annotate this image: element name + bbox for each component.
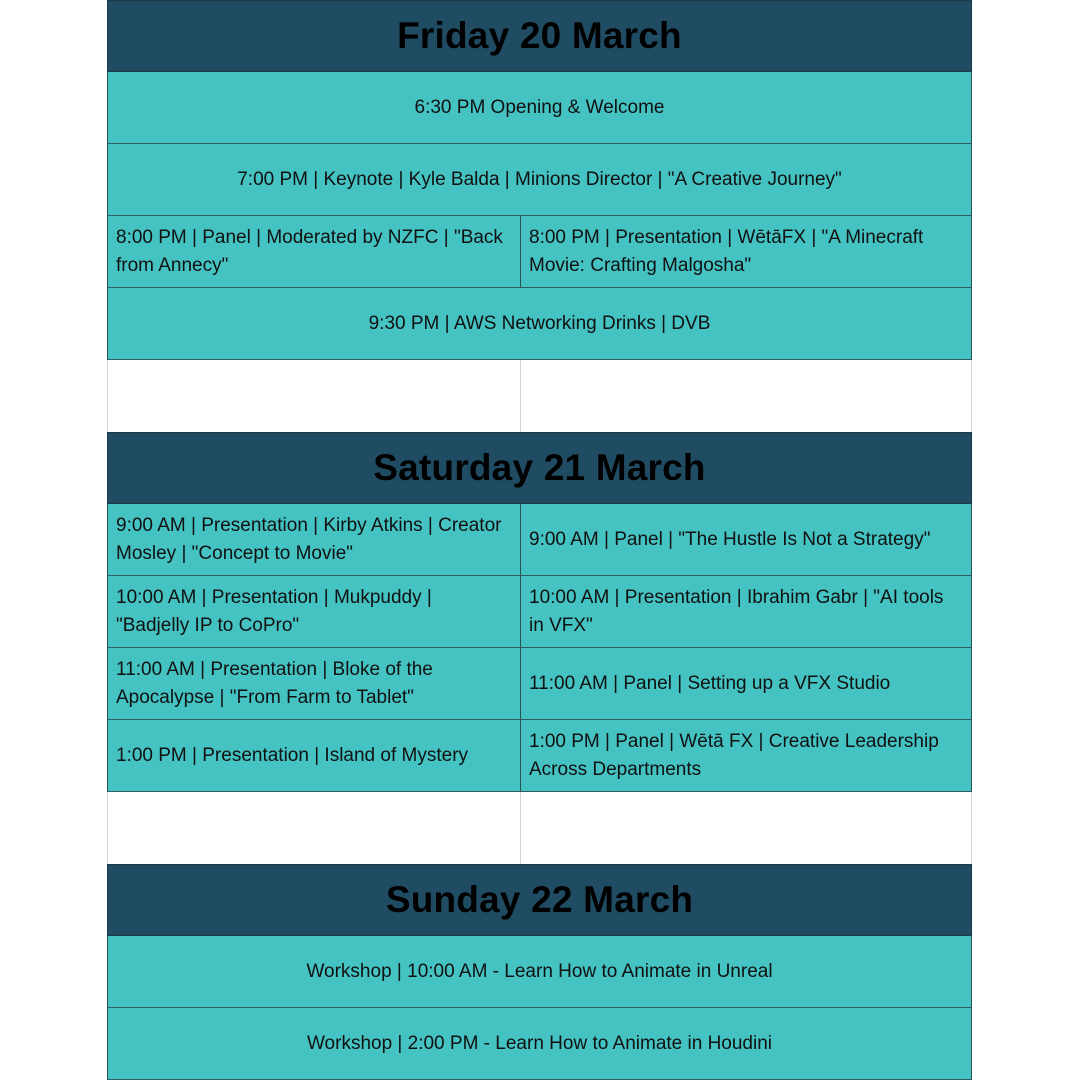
session-text: 8:00 PM | Panel | Moderated by NZFC | "Back from Annecy" [116,226,503,276]
session-cell [107,504,521,576]
session-text: Workshop | 2:00 PM - Learn How to Animate in Houdini [306,1032,773,1054]
session-row [107,144,972,216]
session-text: 1:00 PM | Presentation | Island of Mystery [116,744,469,766]
session-row-split [107,720,972,792]
session-cell [107,648,521,720]
session-text: 1:00 PM | Panel | Wētā FX | Creative Leadership Across Departments [529,730,939,780]
day-title: Friday 20 March [397,15,682,56]
session-cell [107,576,521,648]
session-text: Workshop | 10:00 AM - Learn How to Animate in Unreal [306,960,773,982]
session-cell [521,504,972,576]
session-row [107,936,972,1008]
session-cell [107,720,521,792]
day-title: Sunday 22 March [385,879,694,920]
session-cell [521,216,972,288]
session-cell [107,216,521,288]
empty-cell [521,792,972,864]
session-row-split [107,576,972,648]
schedule-table [107,0,972,1080]
day-title: Saturday 21 March [373,447,706,488]
session-cell [521,720,972,792]
session-cell [521,576,972,648]
session-text: 9:00 AM | Presentation | Kirby Atkins | Creator Mosley | "Concept to Movie" [116,514,502,564]
empty-cell [107,360,521,432]
day-header-sunday [107,864,972,936]
session-row [107,72,972,144]
session-row-split [107,504,972,576]
empty-cell [107,792,521,864]
session-cell [521,648,972,720]
session-row-split [107,648,972,720]
session-text: 6:30 PM Opening & Welcome [414,96,665,118]
session-row [107,288,972,360]
session-text: 9:30 PM | AWS Networking Drinks | DVB [368,312,711,334]
day-header-saturday [107,432,972,504]
session-row-split [107,216,972,288]
session-text: 10:00 AM | Presentation | Ibrahim Gabr | "AI tools in VFX" [529,586,944,636]
empty-cell [521,360,972,432]
empty-row [107,360,972,432]
session-row [107,1008,972,1080]
empty-row [107,792,972,864]
session-text: 11:00 AM | Presentation | Bloke of the Apocalypse | "From Farm to Tablet" [116,658,433,708]
session-text: 9:00 AM | Panel | "The Hustle Is Not a Strategy" [529,528,931,550]
session-text: 7:00 PM | Keynote | Kyle Balda | Minions Director | "A Creative Journey" [237,168,842,190]
session-text: 11:00 AM | Panel | Setting up a VFX Studio [529,672,891,694]
session-text: 8:00 PM | Presentation | WētāFX | "A Minecraft Movie: Crafting Malgosha" [529,226,924,276]
session-text: 10:00 AM | Presentation | Mukpuddy | "Badjelly IP to CoPro" [116,586,432,636]
day-header-friday [107,0,972,72]
